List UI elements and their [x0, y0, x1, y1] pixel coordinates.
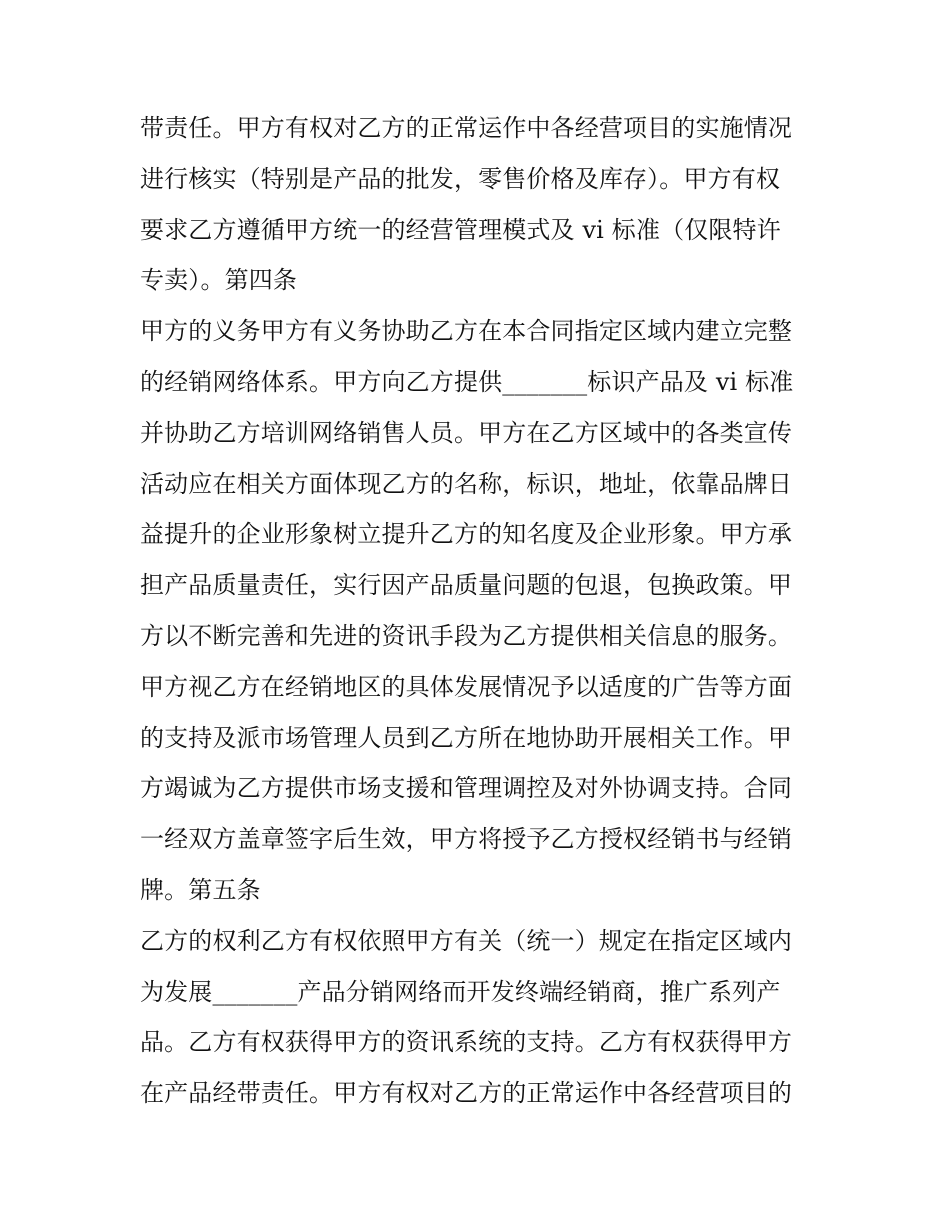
text-line: 要求乙方遵循甲方统一的经营管理模式及 vi 标准（仅限特许 — [140, 215, 781, 244]
text-line: 益提升的企业形象树立提升乙方的知名度及企业形象。甲方承 — [140, 520, 793, 549]
text-line: 专卖）。第四条 — [140, 266, 298, 295]
text-line: 的支持及派市场管理人员到乙方所在地协助开展相关工作。甲 — [140, 723, 793, 752]
text-line: 方以不断完善和先进的资讯手段为乙方提供相关信息的服务。 — [140, 621, 793, 650]
text-line: 并协助乙方培训网络销售人员。甲方在乙方区域中的各类宣传 — [140, 418, 793, 447]
text-line: 担产品质量责任，实行因产品质量问题的包退，包换政策。甲 — [140, 571, 793, 600]
text-line: 甲方的义务甲方有义务协助乙方在本合同指定区域内建立完整 — [140, 317, 793, 346]
text-line: 乙方的权利乙方有权依照甲方有关（统一）规定在指定区域内 — [140, 926, 793, 955]
text-line: 活动应在相关方面体现乙方的名称，标识，地址，依靠品牌日 — [140, 469, 793, 498]
text-line: 进行核实（特别是产品的批发，零售价格及库存）。甲方有权 — [140, 164, 781, 193]
text-line: 带责任。甲方有权对乙方的正常运作中各经营项目的实施情况 — [140, 114, 793, 142]
text-line: 品。乙方有权获得甲方的资讯系统的支持。乙方有权获得甲方 — [140, 1028, 793, 1057]
contract-body-text — [140, 103, 820, 1119]
text-line: 的经销网络体系。甲方向乙方提供_______标识产品及 vi 标准 — [140, 367, 794, 396]
text-line: 为发展_______产品分销网络而开发终端经销商，推广系列产 — [140, 977, 781, 1006]
text-line: 一经双方盖章签字后生效，甲方将授予乙方授权经销书与经销 — [140, 825, 793, 854]
text-line: 在产品经带责任。甲方有权对乙方的正常运作中各经营项目的 — [140, 1079, 793, 1108]
text-line: 甲方视乙方在经销地区的具体发展情况予以适度的广告等方面 — [140, 672, 793, 701]
text-line: 方竭诚为乙方提供市场支援和管理调控及对外协调支持。合同 — [140, 774, 793, 803]
text-line: 牌。第五条 — [140, 875, 261, 904]
